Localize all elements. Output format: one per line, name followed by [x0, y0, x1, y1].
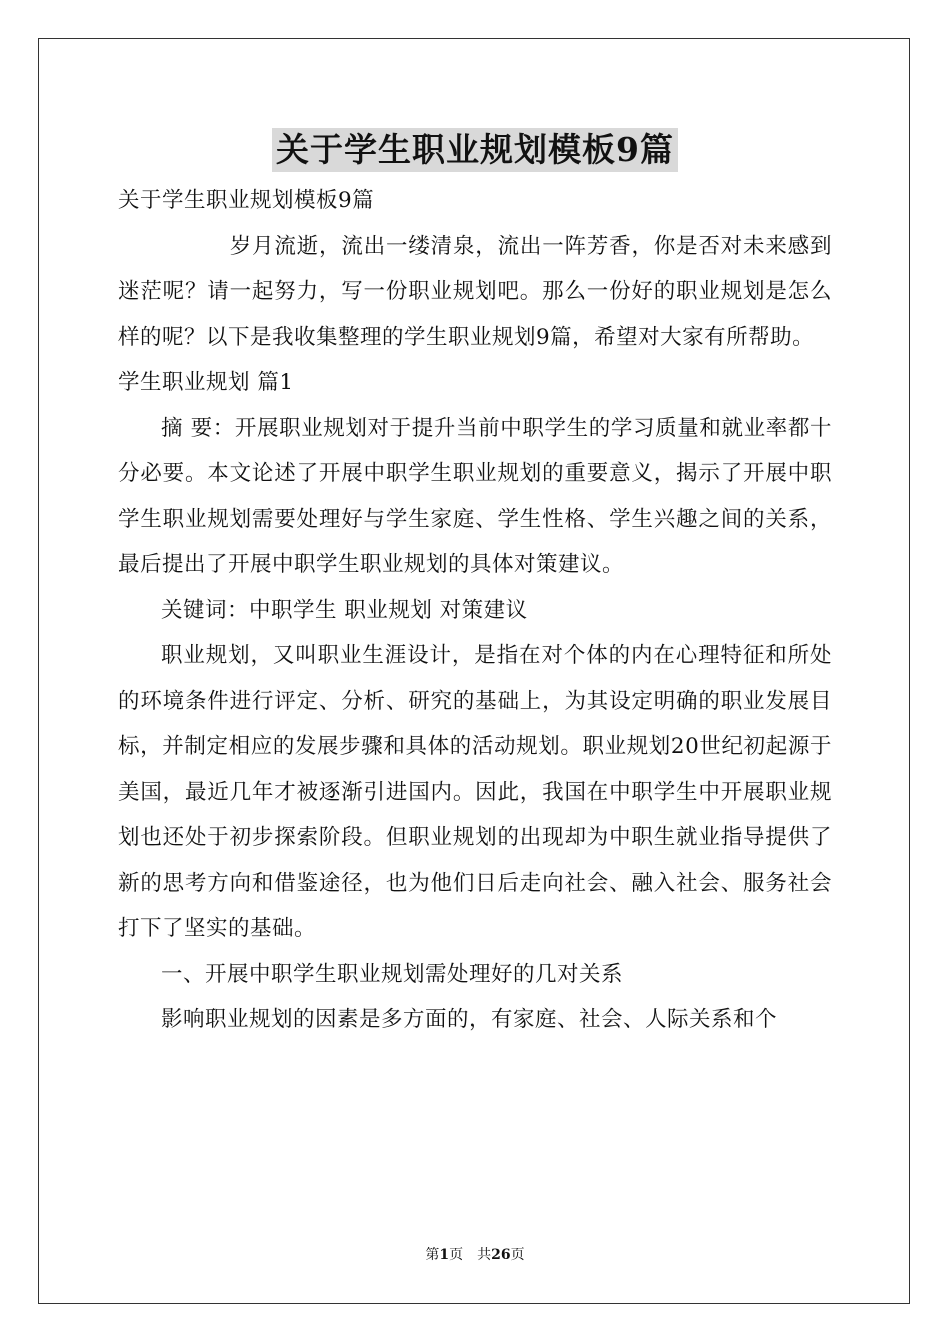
body-paragraph: 职业规划，又叫职业生涯设计，是指在对个体的内在心理特征和所处的环境条件进行评定、分析、研究的基础上，为其设定明确的职业发展目标，并制定相应的发展步骤和具体的活动规划。职业规划20世纪初起源于美国，最近几年才被逐渐引进国内。因此，我国在中职学生中开展职业规划也还处于初步探索阶段。但职业规划的出现却为中职生就业指导提供了新的思考方向和借鉴途径，也为他们日后走向社会、融入社会、服务社会打下了坚实的基础。: [118, 643, 832, 941]
section-heading: 学生职业规划 篇1: [118, 370, 294, 395]
title-container: [0, 128, 950, 172]
keywords-paragraph: 关键词：中职学生 职业规划 对策建议: [161, 597, 528, 623]
footer-suffix: 页: [510, 1247, 525, 1263]
footer-prefix: 第: [425, 1247, 440, 1263]
footer-page-number: 1: [439, 1247, 450, 1263]
page-footer: [0, 1244, 950, 1264]
footer-mid: 页 共: [449, 1247, 492, 1263]
subtitle-paragraph: 关于学生职业规划模板9篇: [118, 188, 375, 213]
body-paragraph-continued: 影响职业规划的因素是多方面的，有家庭、社会、人际关系和个: [161, 1007, 778, 1032]
abstract-paragraph: 摘 要：开展职业规划对于提升当前中职学生的学习质量和就业率都十分必要。本文论述了开展中职学生职业规划的重要意义，揭示了开展中职学生职业规划需要处理好与学生家庭、学生性格、学生兴趣之间的关系，最后提出了开展中职学生职业规划的具体对策建议。: [118, 415, 832, 577]
subsection-heading: 一、开展中职学生职业规划需处理好的几对关系: [161, 961, 624, 987]
footer-total-pages: 26: [491, 1247, 511, 1263]
document-body: [118, 178, 832, 1043]
document-title: 关于学生职业规划模板9篇: [272, 128, 678, 172]
intro-paragraph: 岁月流逝，流出一缕清泉，流出一阵芳香，你是否对未来感到迷茫呢？请一起努力，写一份职业规划吧。那么一份好的职业规划是怎么样的呢？以下是我收集整理的学生职业规划9篇，希望对大家有所帮助。: [118, 233, 832, 350]
